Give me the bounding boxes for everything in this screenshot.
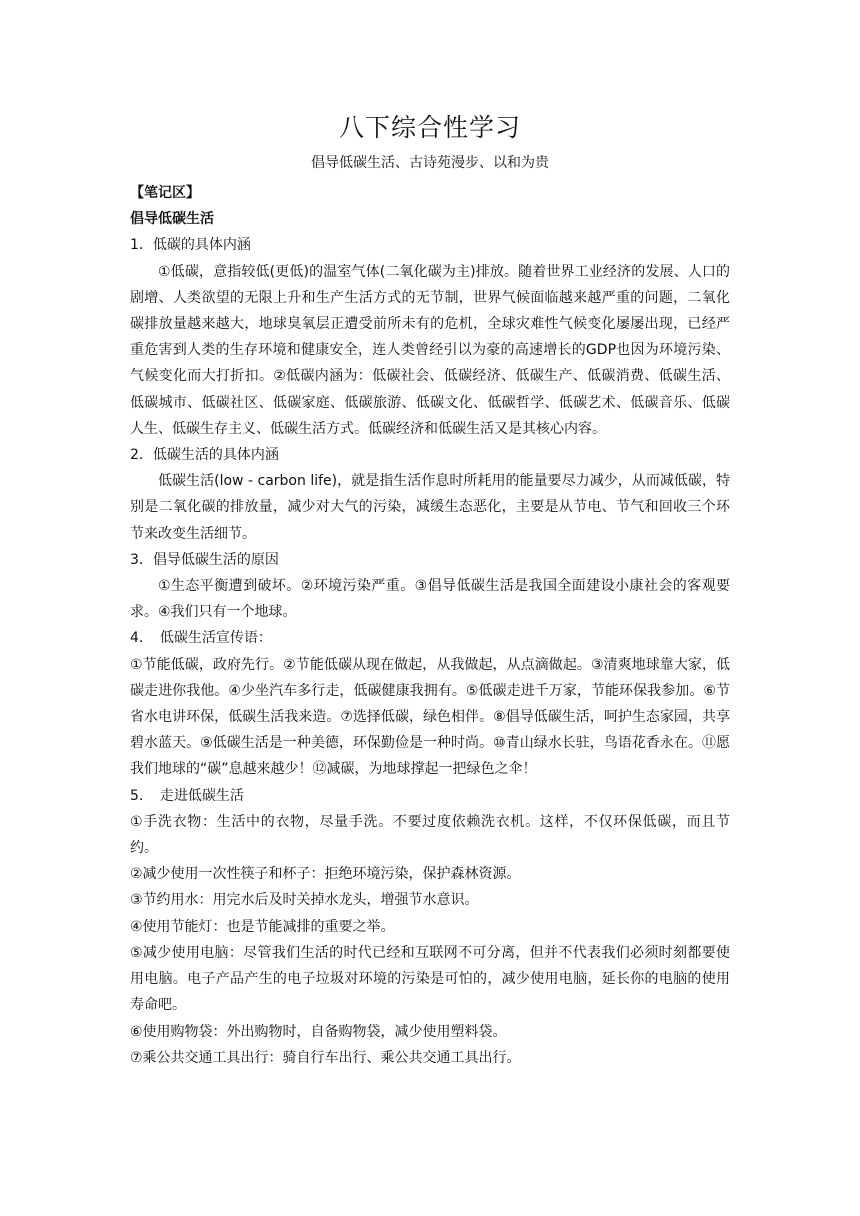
practice-item: ①手洗衣物：生活中的衣物，尽量手洗。不要过度依赖洗衣机。这样，不仅环保低碳，而且节约。 [130, 813, 730, 857]
practice-item: ④使用节能灯：也是节能减排的重要之举。 [130, 918, 395, 935]
item-paragraph: ①生态平衡遭到破坏。②环境污染严重。③倡导低碳生活是我国全面建设小康社会的客观要求。④我们只有一个地球。 [130, 578, 730, 621]
practices-heading: 5． 走进低碳生活 [130, 787, 244, 804]
item-heading: 3．倡导低碳生活的原因 [130, 551, 279, 568]
item-paragraph: 低碳生活(low - carbon life)，就是指生活作息时所耗用的能量要尽力减少，从而减低碳，特别是二氧化碳的排放量，减少对大气的污染，减缓生态恶化，主要是从节电、节气和回收三个环节来改变生活细节。 [130, 473, 730, 542]
notes-label: 【笔记区】 [130, 185, 200, 201]
slogans-heading: 4． 低碳生活宣传语： [130, 630, 272, 647]
slogans-text: ①节能低碳，政府先行。②节能低碳从现在做起，从我做起，从点滴做起。③清爽地球靠大家，低碳走进你我他。④少坐汽车多行走，低碳健康我拥有。⑤低碳走进千万家，节能环保我参加。⑥节省水电讲环保，低碳生活我来造。⑦选择低碳，绿色相伴。⑧倡导低碳生活，呵护生态家园，共享碧水蓝天。⑨低碳生活是一种美德，环保勤俭是一种时尚。⑩青山绿水长驻，鸟语花香永在。⑪愿我们地球的“碳”息越来越少！⑫减碳，为地球撑起一把绿色之伞！ [130, 656, 730, 778]
section-title: 倡导低碳生活 [130, 211, 214, 228]
page-subtitle: 倡导低碳生活、古诗苑漫步、以和为贵 [311, 155, 549, 171]
item-paragraph: ①低碳，意指较低(更低)的温室气体(二氧化碳为主)排放。随着世界工业经济的发展、人口的剧增、人类欲望的无限上升和生产生活方式的无节制，世界气候面临越来越严重的问题，二氧化碳排放量越来越大，地球臭氧层正遭受前所未有的危机，全球灾难性气候变化屡屡出现，已经严重危害到人类的生存环境和健康安全，连人类曾经引以为豪的高速增长的GDP也因为环境污染、气候变化而大打折扣。②低碳内涵为：低碳社会、低碳经济、低碳生产、低碳消费、低碳生活、低碳城市、低碳社区、低碳家庭、低碳旅游、低碳文化、低碳哲学、低碳艺术、低碳音乐、低碳人生、低碳生存主义、低碳生活方式。低碳经济和低碳生活又是其核心内容。 [130, 263, 730, 437]
item-heading: 2．低碳生活的具体内涵 [130, 447, 279, 464]
practice-item: ②减少使用一次性筷子和杯子：拒绝环境污染，保护森林资源。 [130, 866, 521, 883]
practice-item: ③节约用水：用完水后及时关掉水龙头，增强节水意识。 [130, 892, 479, 909]
practice-item: ⑦乘公共交通工具出行：骑自行车出行、乘公共交通工具出行。 [130, 1049, 521, 1066]
page-title: 八下综合性学习 [338, 113, 521, 142]
practice-item: ⑤减少使用电脑：尽管我们生活的时代已经和互联网不可分离，但并不代表我们必须时刻都要使用电脑。电子产品产生的电子垃圾对环境的污染是可怕的，减少使用电脑，延长你的电脑的使用寿命吧。 [130, 944, 730, 1014]
practice-item: ⑥使用购物袋：外出购物时，自备购物袋，减少使用塑料袋。 [130, 1023, 507, 1040]
item-heading: 1．低碳的具体内涵 [130, 237, 251, 254]
document-page [130, 110, 730, 1071]
